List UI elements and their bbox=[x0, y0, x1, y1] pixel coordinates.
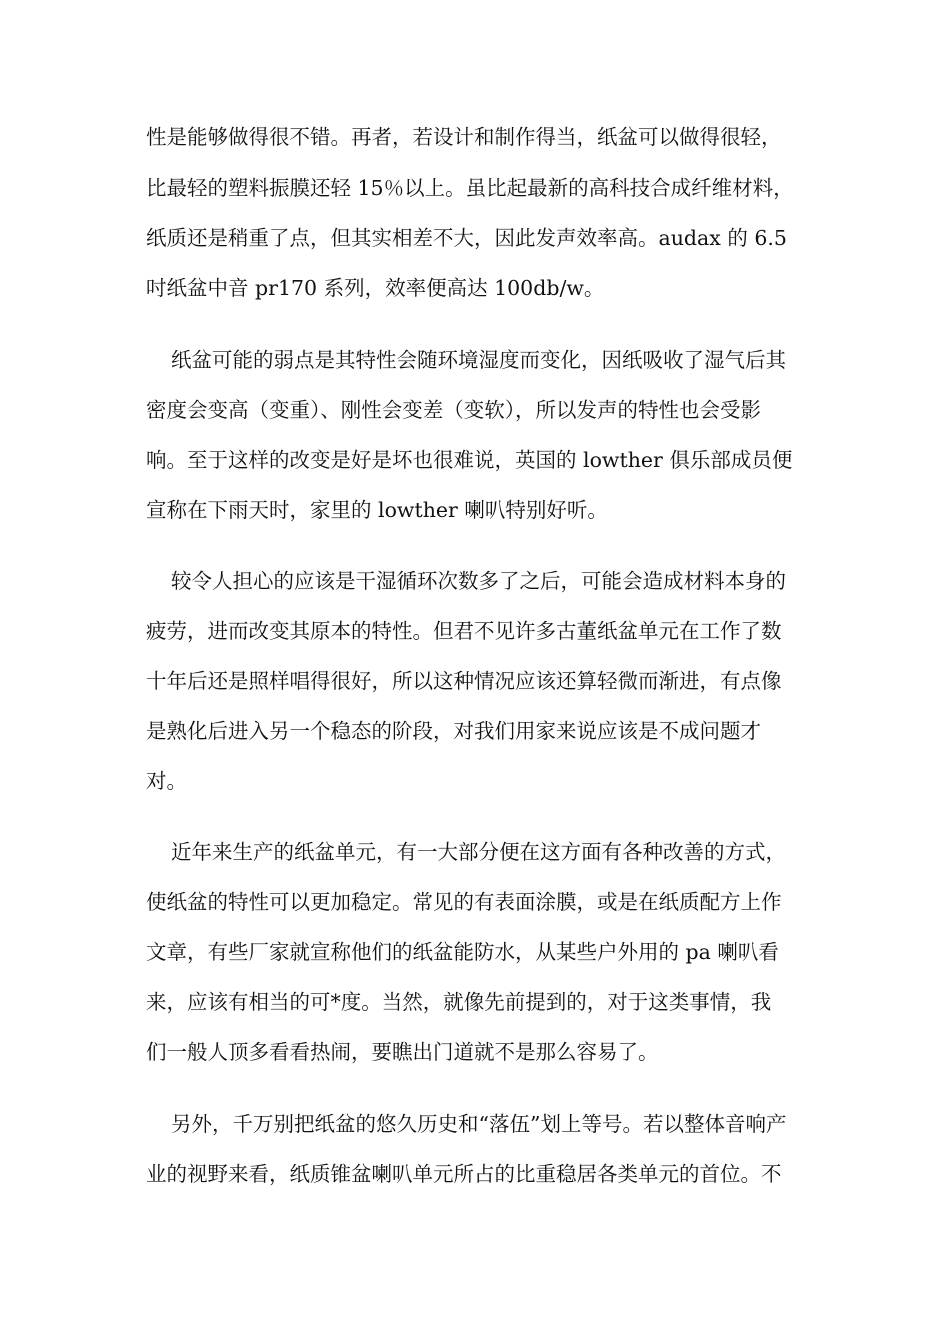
paragraph-4-line-1: 近年来生产的纸盆单元，有一大部分便在这方面有各种改善的方式， bbox=[171, 840, 786, 864]
paragraph-4-line-3: 文章，有些厂家就宣称他们的纸盆能防水，从某些户外用的 pa 喇叭看 bbox=[146, 940, 779, 964]
paragraph-3-line-5: 对。 bbox=[146, 769, 187, 793]
paragraph-2-line-4: 宣称在下雨天时，家里的 lowther 喇叭特别好听。 bbox=[146, 498, 608, 522]
paragraph-1-line-2: 比最轻的塑料振膜还轻 15％以上。虽比起最新的高科技合成纤维材料， bbox=[146, 176, 794, 200]
paragraph-3-line-4: 是熟化后进入另一个稳态的阶段，对我们用家来说应该是不成问题才 bbox=[146, 719, 761, 743]
paragraph-5-line-1: 另外，千万别把纸盆的悠久历史和“落伍”划上等号。若以整体音响产 bbox=[171, 1112, 787, 1136]
paragraph-2-line-2: 密度会变高（变重）、刚性会变差（变软），所以发声的特性也会受影 bbox=[146, 398, 761, 422]
paragraph-3-line-2: 疲劳，进而改变其原本的特性。但君不见许多古董纸盆单元在工作了数 bbox=[146, 619, 782, 643]
paragraph-3-line-3: 十年后还是照样唱得很好，所以这种情况应该还算轻微而渐进，有点像 bbox=[146, 669, 782, 693]
paragraph-4-line-2: 使纸盆的特性可以更加稳定。常见的有表面涂膜，或是在纸质配方上作 bbox=[146, 890, 782, 914]
paragraph-4-line-4: 来，应该有相当的可*度。当然，就像先前提到的，对于这类事情，我 bbox=[146, 990, 772, 1014]
paragraph-4-line-5: 们一般人顶多看看热闹，要瞧出门道就不是那么容易了。 bbox=[146, 1040, 659, 1064]
paragraph-3-line-1: 较令人担心的应该是干湿循环次数多了之后，可能会造成材料本身的 bbox=[171, 569, 786, 593]
paragraph-1-line-1: 性是能够做得很不错。再者，若设计和制作得当，纸盆可以做得很轻， bbox=[146, 125, 782, 149]
paragraph-1-line-4: 吋纸盆中音 pr170 系列，效率便高达 100db/w。 bbox=[146, 276, 605, 300]
paragraph-2-line-3: 响。至于这样的改变是好是坏也很难说，英国的 lowther 俱乐部成员便 bbox=[146, 448, 793, 472]
paragraph-2-line-1: 纸盆可能的弱点是其特性会随环境湿度而变化，因纸吸收了湿气后其 bbox=[171, 348, 786, 372]
paragraph-5-line-2: 业的视野来看，纸质锥盆喇叭单元所占的比重稳居各类单元的首位。不 bbox=[146, 1162, 782, 1186]
paragraph-1-line-3: 纸质还是稍重了点，但其实相差不大，因此发声效率高。audax 的 6.5 bbox=[146, 226, 787, 250]
